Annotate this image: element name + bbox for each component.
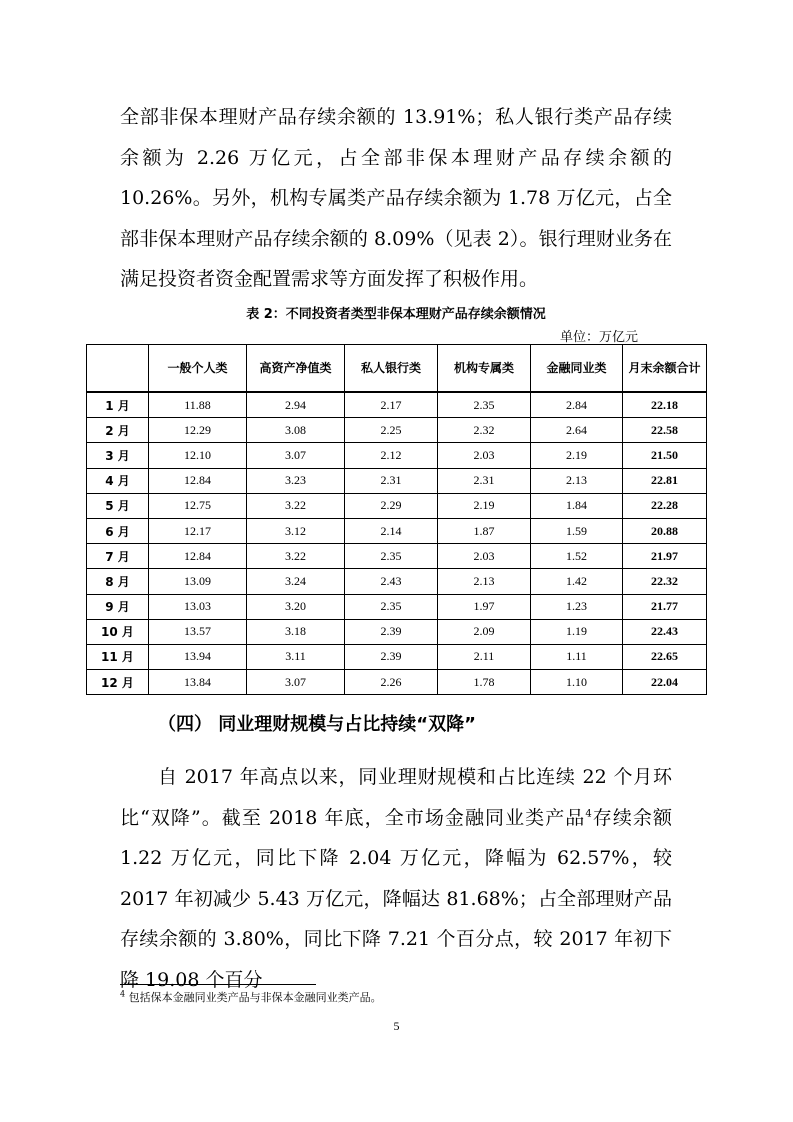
footnote: [120, 989, 672, 1005]
balance-table: [86, 344, 707, 695]
cell-value: 11.88: [149, 392, 247, 418]
cell-value: 2.03: [438, 443, 531, 468]
cell-value: 1.11: [531, 644, 623, 669]
paragraph-2-text-after: 存续余额 1.22 万亿元，同比下降 2.04 万亿元，降幅为 62.57%，较 2017 年初减少 5.43 万亿元，降幅达 81.68%；占全部理财产品存续余额的 3.80%，同比下降 7.21 个百分点，较 2017 年初下降 19.08 个百分: [120, 806, 672, 991]
cell-value: 2.13: [531, 468, 623, 493]
cell-value: 3.07: [247, 443, 345, 468]
table-row: [87, 443, 707, 468]
cell-value: 12.29: [149, 418, 247, 443]
paragraph-2-text-before: 自 2017 年高点以来，同业理财规模和占比连续 22 个月环比“双降”。截至 2018 年底，全市场金融同业类产品: [120, 766, 672, 829]
table-header-row: [87, 345, 707, 393]
header-month-end-total: 月末余额合计: [623, 345, 707, 393]
cell-value: 13.84: [149, 670, 247, 695]
row-month: 3 月: [87, 443, 149, 468]
cell-value: 12.75: [149, 493, 247, 518]
row-month: 5 月: [87, 493, 149, 518]
footnote-mark: 4: [120, 989, 126, 999]
cell-total: 22.28: [623, 493, 707, 518]
cell-value: 13.94: [149, 644, 247, 669]
table-row: [87, 670, 707, 695]
cell-total: 21.77: [623, 594, 707, 619]
section-heading: （四） 同业理财规模与占比持续“双降”: [158, 714, 476, 735]
row-month: 8 月: [87, 569, 149, 594]
table-row: [87, 468, 707, 493]
table-row: [87, 569, 707, 594]
cell-value: 1.97: [438, 594, 531, 619]
cell-value: 2.35: [345, 594, 438, 619]
cell-value: 2.43: [345, 569, 438, 594]
table-row: [87, 518, 707, 543]
table-row: [87, 493, 707, 518]
cell-value: 2.11: [438, 644, 531, 669]
row-month: 10 月: [87, 619, 149, 644]
cell-value: 2.39: [345, 619, 438, 644]
row-month: 9 月: [87, 594, 149, 619]
cell-value: 12.84: [149, 544, 247, 569]
row-month: 7 月: [87, 544, 149, 569]
body-paragraph-2: [120, 757, 672, 1000]
cell-value: 2.35: [438, 392, 531, 418]
row-month: 11 月: [87, 644, 149, 669]
cell-value: 1.23: [531, 594, 623, 619]
cell-value: 2.14: [345, 518, 438, 543]
cell-value: 3.08: [247, 418, 345, 443]
table-row: [87, 418, 707, 443]
row-month: 4 月: [87, 468, 149, 493]
cell-value: 1.87: [438, 518, 531, 543]
cell-value: 2.03: [438, 544, 531, 569]
cell-value: 1.42: [531, 569, 623, 594]
cell-value: 2.09: [438, 619, 531, 644]
cell-value: 12.17: [149, 518, 247, 543]
table-row: [87, 619, 707, 644]
table-row: [87, 644, 707, 669]
cell-value: 13.57: [149, 619, 247, 644]
footnote-divider: [120, 984, 316, 985]
cell-value: 2.35: [345, 544, 438, 569]
cell-value: 2.31: [345, 468, 438, 493]
table-row: [87, 544, 707, 569]
row-month: 12 月: [87, 670, 149, 695]
row-month: 6 月: [87, 518, 149, 543]
cell-value: 1.59: [531, 518, 623, 543]
cell-value: 13.03: [149, 594, 247, 619]
cell-value: 2.31: [438, 468, 531, 493]
footnote-text: 包括保本金融同业类产品与非保本金融同业类产品。: [125, 991, 382, 1004]
row-month: 1 月: [87, 392, 149, 418]
cell-value: 2.13: [438, 569, 531, 594]
cell-total: 22.58: [623, 418, 707, 443]
header-blank: [87, 345, 149, 393]
cell-value: 2.26: [345, 670, 438, 695]
cell-value: 3.07: [247, 670, 345, 695]
cell-value: 1.19: [531, 619, 623, 644]
cell-value: 2.17: [345, 392, 438, 418]
cell-value: 3.11: [247, 644, 345, 669]
header-institutional: 机构专属类: [438, 345, 531, 393]
cell-value: 3.20: [247, 594, 345, 619]
cell-value: 3.12: [247, 518, 345, 543]
header-general-individual: 一般个人类: [149, 345, 247, 393]
table-row: [87, 392, 707, 418]
cell-total: 22.65: [623, 644, 707, 669]
table-caption: 表 2：不同投资者类型非保本理财产品存续余额情况: [246, 307, 546, 322]
cell-value: 3.23: [247, 468, 345, 493]
cell-total: 22.04: [623, 670, 707, 695]
page-number: 5: [393, 1019, 400, 1033]
cell-value: 2.19: [438, 493, 531, 518]
cell-total: 20.88: [623, 518, 707, 543]
cell-value: 3.18: [247, 619, 345, 644]
cell-value: 2.84: [531, 392, 623, 418]
row-month: 2 月: [87, 418, 149, 443]
cell-total: 22.81: [623, 468, 707, 493]
cell-total: 22.43: [623, 619, 707, 644]
cell-value: 2.29: [345, 493, 438, 518]
cell-value: 2.19: [531, 443, 623, 468]
cell-value: 2.64: [531, 418, 623, 443]
body-paragraph-1: 全部非保本理财产品存续余额的 13.91%；私人银行类产品存续余额为 2.26 万亿元，占全部非保本理财产品存续余额的 10.26%。另外，机构专属类产品存续余额为 1.78 万亿元，占全部非保本理财产品存续余额的 8.09%（见表 2）。银行理财业务在满足投资者资金配置需求等方面发挥了积极作用。: [120, 106, 672, 290]
cell-value: 1.10: [531, 670, 623, 695]
cell-total: 21.97: [623, 544, 707, 569]
cell-total: 22.18: [623, 392, 707, 418]
cell-value: 2.12: [345, 443, 438, 468]
table-row: [87, 594, 707, 619]
table-unit: 单位：万亿元: [560, 330, 639, 345]
cell-value: 3.24: [247, 569, 345, 594]
cell-total: 21.50: [623, 443, 707, 468]
cell-value: 2.32: [438, 418, 531, 443]
footnote-ref-4: 4: [585, 808, 592, 820]
cell-value: 1.78: [438, 670, 531, 695]
header-interbank: 金融同业类: [531, 345, 623, 393]
cell-value: 2.39: [345, 644, 438, 669]
cell-value: 2.94: [247, 392, 345, 418]
cell-value: 1.52: [531, 544, 623, 569]
cell-value: 1.84: [531, 493, 623, 518]
header-private-banking: 私人银行类: [345, 345, 438, 393]
cell-value: 13.09: [149, 569, 247, 594]
cell-value: 3.22: [247, 544, 345, 569]
cell-value: 2.25: [345, 418, 438, 443]
cell-value: 12.84: [149, 468, 247, 493]
header-high-net-worth: 高资产净值类: [247, 345, 345, 393]
cell-value: 3.22: [247, 493, 345, 518]
cell-total: 22.32: [623, 569, 707, 594]
cell-value: 12.10: [149, 443, 247, 468]
